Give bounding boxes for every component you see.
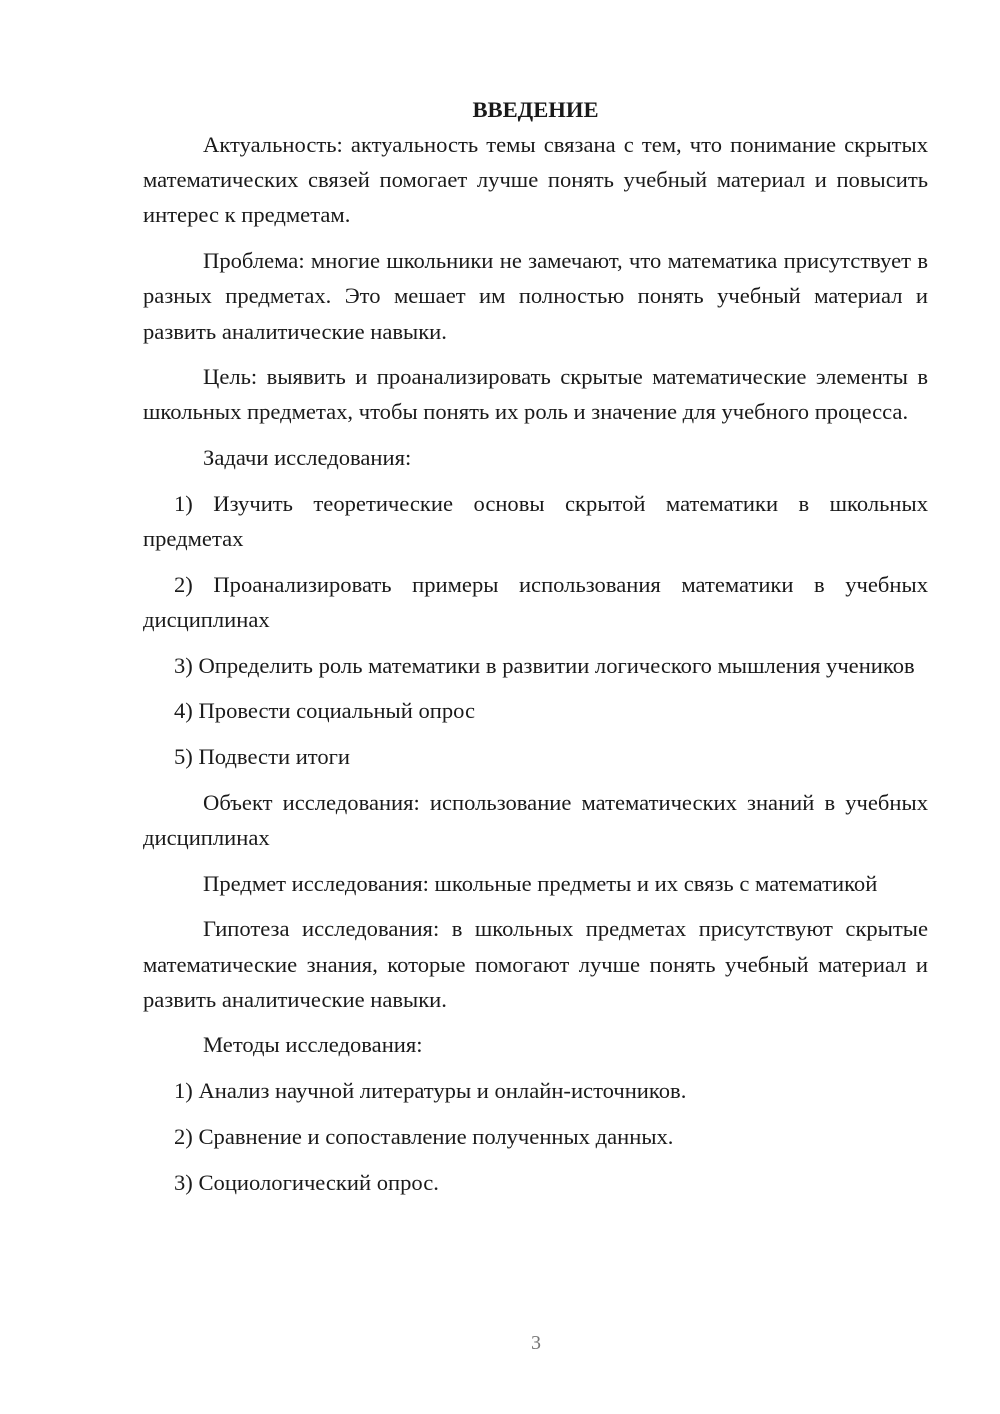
goal-paragraph: Цель: выявить и проанализировать скрытые математические элементы в школьных предметах, чтобы понять их роль и значение для учебного процесса. xyxy=(143,364,928,425)
section-heading: ВВЕДЕНИЕ xyxy=(472,97,599,122)
method-item: 2) Сравнение и сопоставление полученных данных. xyxy=(174,1123,674,1149)
tasks-label: Задачи исследования: xyxy=(203,445,412,471)
document-page xyxy=(143,92,928,1210)
page-number: 3 xyxy=(531,1332,541,1354)
method-item: 3) Социологический опрос. xyxy=(174,1169,439,1195)
object-paragraph: Объект исследования: использование математических знаний в учебных дисциплинах xyxy=(143,789,928,850)
task-item: 2) Проанализировать примеры использования математики в учебных дисциплинах xyxy=(143,571,928,632)
methods-label: Методы исследования: xyxy=(203,1032,423,1058)
task-item: 1) Изучить теоретические основы скрытой математики в школьных предметах xyxy=(143,490,928,552)
method-item: 1) Анализ научной литературы и онлайн-источников. xyxy=(174,1078,687,1104)
hypothesis-paragraph: Гипотеза исследования: в школьных предметах присутствуют скрытые математические знания, которые помогают лучше понять учебный материал и развить аналитические навыки. xyxy=(143,916,928,1012)
task-item: 4) Провести социальный опрос xyxy=(174,698,476,724)
problem-paragraph: Проблема: многие школьники не замечают, что математика присутствует в разных предметах. Это мешает им полностью понять учебный материал и развить аналитические навыки. xyxy=(143,248,928,344)
relevance-paragraph: Актуальность: актуальность темы связана с тем, что понимание скрытых математических связей помогает лучше понять учебный материал и повысить интерес к предметам. xyxy=(143,132,928,228)
task-item: 3) Определить роль математики в развитии логического мышления учеников xyxy=(174,652,915,678)
task-item: 5) Подвести итоги xyxy=(174,744,351,770)
subject-paragraph: Предмет исследования: школьные предметы и их связь с математикой xyxy=(203,870,878,896)
